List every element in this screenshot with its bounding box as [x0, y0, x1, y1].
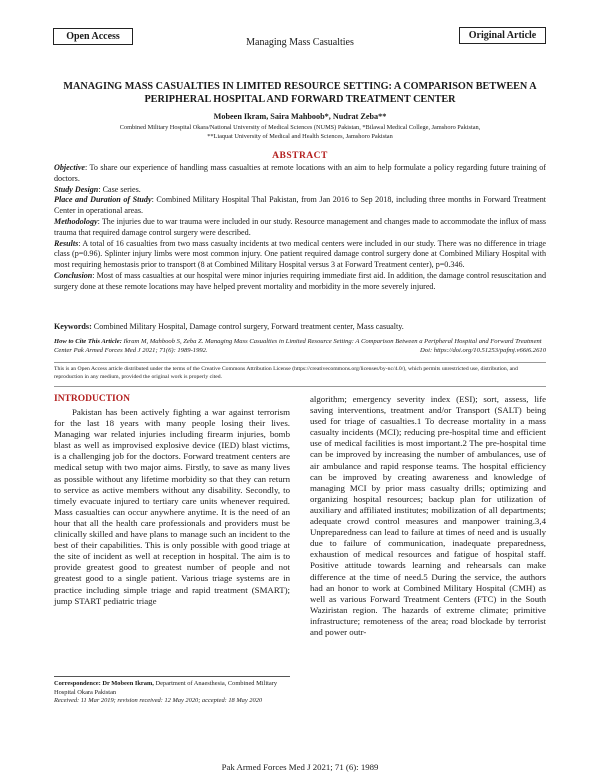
correspondence-address — [54, 680, 290, 697]
affiliations — [70, 124, 530, 141]
abstract-label: Place and Duration of Study — [54, 195, 152, 205]
keywords-text: Combined Military Hospital, Damage control surgery, Forward treatment center, Mass casualty. — [91, 322, 404, 331]
article-type-badge: Original Article — [459, 27, 546, 44]
abstract-text: : To share our experience of handling mass casualties at remote locations with an aim to help formulate a policy regarding future training of doctors. — [54, 163, 546, 183]
divider — [54, 676, 290, 677]
abstract-body — [54, 163, 546, 293]
affiliation-line: Combined Military Hospital Okara/National University of Medical Sciences (NUMS) Pakistan, *Bilawal Medical College, Jamshoro Pakistan, — [119, 124, 481, 131]
page-footer: Pak Armed Forces Med J 2021; 71 (6): 1989 — [221, 762, 379, 772]
article-title: MANAGING MASS CASUALTIES IN LIMITED RESOURCE SETTING: A COMPARISON BETWEEN A PERIPHERAL HOSPITAL AND FORWARD TREATMENT CENTER — [63, 81, 537, 105]
abstract-place-duration — [54, 195, 546, 217]
abstract-methodology — [54, 217, 546, 239]
abstract-text: : A total of 16 casualties from two mass casualty incidents at two medical centers were included in our study. There was no difference in triage class (p=0.96). Splinter injury limbs were most common injury. One patient required damage control surgery done at Combined Miliary Hospital with most requiring hemostasis prior to transport (8 at Combined Military Hospital versus 3 at Forward Treatment center), p=0.346. — [54, 238, 546, 270]
divider — [54, 362, 546, 363]
abstract-label: Methodology — [54, 216, 98, 226]
correspondence-label: Correspondence: Dr Mobeen Ikram, — [54, 680, 154, 687]
license-notice: This is an Open Access article distributed under the terms of the Creative Commons Attribution License (https://creativecommons.org/licenses/by-nc/4.0/), which permits unrestricted use, distribution, and reproduction in any medium, provided the original work is properly cited. — [54, 366, 518, 380]
affiliation-line: **Liaquat University of Medical and Health Sciences, Jamshoro Pakistan — [207, 132, 393, 140]
abstract-label: Objective — [54, 163, 86, 172]
abstract-results — [54, 239, 546, 271]
citation-label: How to Cite This Article: — [54, 338, 122, 345]
keywords — [54, 322, 546, 331]
abstract-conclusion — [54, 271, 546, 293]
abstract-label: Study Design — [54, 184, 99, 194]
keywords-label: Keywords: — [54, 322, 92, 331]
open-access-badge: Open Access — [53, 28, 133, 45]
body-column-left — [54, 407, 290, 607]
divider — [54, 386, 546, 387]
introduction-heading: INTRODUCTION — [54, 394, 131, 404]
abstract-heading: ABSTRACT — [272, 151, 328, 161]
citation-text: Ikram M, Mahboob S, Zeba Z. Managing Mass Casualties in Limited Resource Setting: A Comparison Between a Peripheral Hospital and Forward Treatment Center Pak Armed Forces Med J 2021; 71(6): 1989-1992. — [54, 338, 542, 354]
running-title: Managing Mass Casualties — [246, 37, 354, 48]
author-list: Mobeen Ikram, Saira Mahboob*, Nudrat Zeba** — [213, 112, 387, 121]
correspondence — [54, 680, 290, 706]
abstract-text: : Most of mass casualties at our hospital were minor injuries requiring immediate first aid. In addition, the damage control resuscitation and surgery done at these remote locations may have helped prevent mortality and morbidity in the more severely injured. — [54, 270, 546, 291]
abstract-text: : Combined Military Hospital Thal Pakistan, from Jan 2016 to Sep 2018, including three months in Forward Treatment Center in operational areas. — [54, 195, 546, 216]
abstract-label: Results — [54, 238, 79, 248]
correspondence-text: Department of Anaesthesia, Combined Military Hospital Okara Pakistan — [54, 680, 278, 696]
body-column-right — [310, 394, 546, 638]
intro-paragraph: Pakistan has been actively fighting a war against terrorism for the last 18 years with many people losing their lives. Managing war related injuries including firearm injuries, bomb blast as well as improvised explosive device (IED) blast victims, is a challenging job for the doctors. Forward treatment centers are medical setup with two major aims. Firstly, to save as many lives as possible without any lifetime morbidity so that they can return to service as active members without any disability. Secondly, to timely evacuate injured to tertiary care units whenever required. Mass casualties can occur anywhere anytime. It is the need of an hour that all the health care professionals and providers must be clinically skilled and have plans to manage such an incident to the best of their capabilities. This is only possible with good triage at the site of incident as well at reception in hospital. The aim is to provide greatest good to greatest number of people and not greatest good to a single patient. Various triage systems are in practice including simple triage and rapid treatment (SMART); jump START pediatric triage — [54, 407, 290, 606]
abstract-text: : Case series. — [98, 184, 141, 194]
submission-dates: Received: 11 Mar 2019; revision received: 12 May 2020; accepted: 18 May 2020 — [54, 697, 263, 705]
abstract-objective — [54, 163, 546, 185]
citation — [54, 337, 546, 355]
abstract-study-design — [54, 185, 546, 196]
intro-paragraph: algorithm; emergency severity index (ESI); sort, assess, life saving interventions, treatment and/or Transport (SALT) being used for triage of casualties.1 To decrease mortality in a mass casualty incidents (MCI); reducing pre-hospital time and efficient use of medical facilities is most important.2 The pre-hospital time can be improved by increasing the number of ambulances, use of air ambulance and rapid response teams. The hospital efficiency can be improved by creating awareness and knowledge of managing MCI by prior mass casualty drills; optimizing and organizing hospital resources; backup plan for utilization of auxiliary and affiliated institutes; mobilization of all departments; adequate crowd control measures and manpower training.3,4 Unpreparedness can lead to failure at times of need and is usually due to failure of communication, inadequate preparedness, exhaustion of medical resources and fatigue of hospital staff. Positive attitude towards learning and rehearsals can make difference at the time of need.5 During the service, the authors had an honor to work at Combined Military Hospital (CMH) as well as various Forward Treatment Centers (FTC) in the South Waziristan region. The hazards of extreme climate; primitive infrastructure; remoteness of the area; road blockade by terrorist and power outr- — [310, 394, 546, 637]
abstract-label: Conclusion — [54, 270, 93, 280]
doi-link[interactable]: Doi: https://doi.org/10.51253/pafmj.v66i6.2610 — [420, 347, 546, 354]
abstract-text: : The injuries due to war trauma were included in our study. Resource management and changes made to accommodate the influx of mass trauma that required damage control surgery were described. — [54, 216, 546, 237]
